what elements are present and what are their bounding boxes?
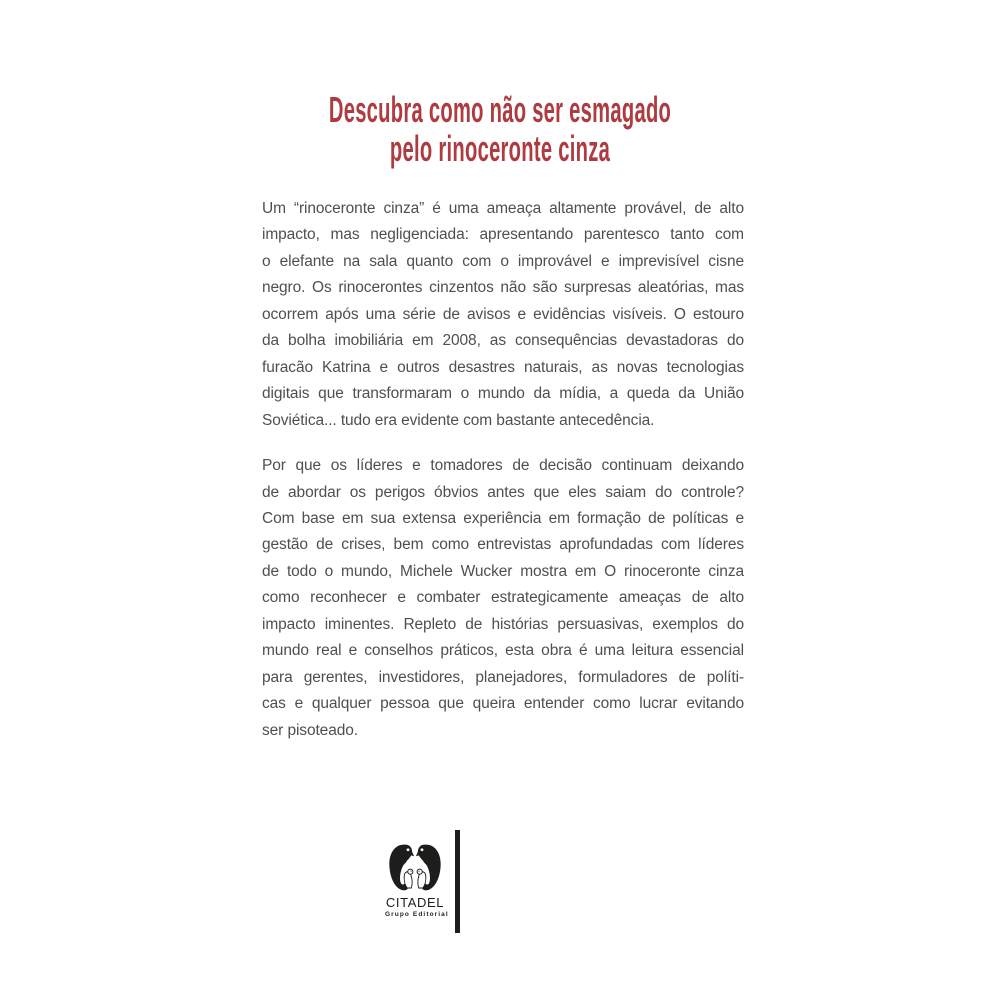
synopsis-paragraph-2 <box>262 453 744 744</box>
text-line: como reconhecer e combater estrategicamente ameaças de alto <box>262 589 744 607</box>
text-line: para gerentes, investidores, planejadores, formuladores de políti- <box>262 668 744 686</box>
text-line: cas e qualquer pessoa que queira entender como lucrar evitando <box>262 695 744 713</box>
text-line: de todo o mundo, Michele Wucker mostra em O rinoceronte cinza <box>262 562 744 580</box>
publisher-name: CITADEL <box>385 895 445 910</box>
vertical-divider-bar <box>455 830 460 933</box>
text-line: furacão Katrina e outros desastres naturais, as novas tecnologias <box>262 358 744 376</box>
text-line: de abordar os perigos óbvios antes que eles saiam do controle? <box>262 483 744 501</box>
publisher-logo <box>385 842 449 919</box>
text-line: da bolha imobiliária em 2008, as consequências devastadoras do <box>262 332 744 350</box>
text-line: negro. Os rinocerontes cinzentos não são surpresas aleatórias, mas <box>262 279 744 297</box>
headline-line-1: Descubra como não ser esmagado <box>328 89 672 130</box>
text-line: impacto, mas negligenciada: apresentando parentesco tanto com <box>262 226 744 244</box>
text-line: Por que os líderes e tomadores de decisão continuam deixando <box>262 457 744 475</box>
text-line: o elefante na sala quanto com o improvável e imprevisível cisne <box>262 252 744 270</box>
text-line: impacto iminentes. Repleto de histórias persuasivas, exemplos do <box>262 615 744 633</box>
text-line: Soviética... tudo era evidente com bastante antecedência. <box>262 411 655 429</box>
synopsis <box>262 196 744 744</box>
text-line: Com base em sua extensa experiência em formação de políticas e <box>262 509 744 527</box>
publisher-tagline: Grupo Editorial <box>385 911 449 918</box>
penguins-icon <box>387 842 443 892</box>
headline <box>0 90 1000 168</box>
text-line: Um “rinoceronte cinza” é uma ameaça altamente provável, de alto <box>262 200 744 217</box>
text-line: gestão de crises, bem como entrevistas aprofundadas com líderes <box>262 536 744 554</box>
text-line: ser pisoteado. <box>262 721 358 739</box>
text-line: ocorrem após uma série de avisos e evidências visíveis. O estouro <box>262 305 744 323</box>
text-line: digitais que transformaram o mundo da mídia, a queda da União <box>262 385 744 403</box>
text-line: mundo real e conselhos práticos, esta obra é uma leitura essencial <box>262 642 744 660</box>
synopsis-paragraph-1 <box>262 196 744 434</box>
headline-line-2: pelo rinoceronte cinza <box>389 128 611 169</box>
